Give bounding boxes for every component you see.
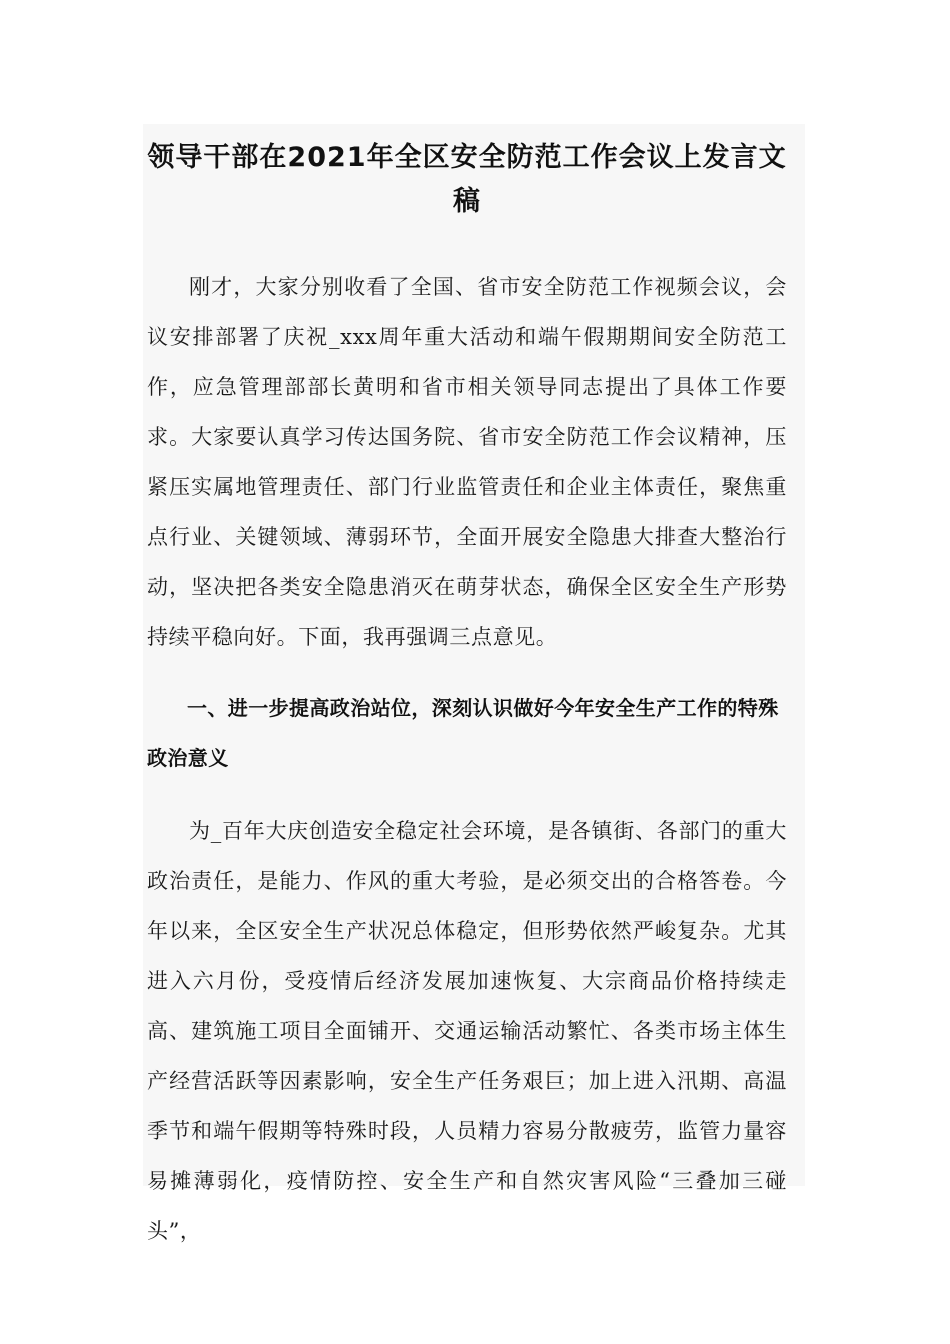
- section-heading: 一、进一步提高政治站位，深刻认识做好今年安全生产工作的特殊政治意义: [147, 696, 779, 770]
- intro-paragraph: 刚才，大家分别收看了全国、省市安全防范工作视频会议，会议安排部署了庆祝_xxx周年重大活动和端午假期期间安全防范工作，应急管理部部长黄明和省市相关领导同志提出了具体工作要求。大家要认真学习传达国务院、省市安全防范工作会议精神，压紧压实属地管理责任、部门行业监管责任和企业主体责任，聚焦重点行业、关键领域、薄弱环节，全面开展安全隐患大排查大整治行动，坚决把各类安全隐患消灭在萌芽状态，确保全区安全生产形势持续平稳向好。下面，我再强调三点意见。: [147, 275, 787, 649]
- document-title: 领导干部在2021年全区安全防范工作会议上发言文稿: [147, 142, 787, 217]
- document-page: [143, 124, 805, 1243]
- section-paragraph: 为_百年大庆创造安全稳定社会环境，是各镇街、各部门的重大政治责任，是能力、作风的重大考验，是必须交出的合格答卷。今年以来，全区安全生产状况总体稳定，但形势依然严峻复杂。尤其进入六月份，受疫情后经济发展加速恢复、大宗商品价格持续走高、建筑施工项目全面铺开、交通运输活动繁忙、各类市场主体生产经营活跃等因素影响，安全生产任务艰巨；加上进入汛期、高温季节和端午假期等特殊时段，人员精力容易分散疲劳，监管力量容易摊薄弱化，疫情防控、安全生产和自然灾害风险“三叠加三碰头”，: [147, 819, 787, 1243]
